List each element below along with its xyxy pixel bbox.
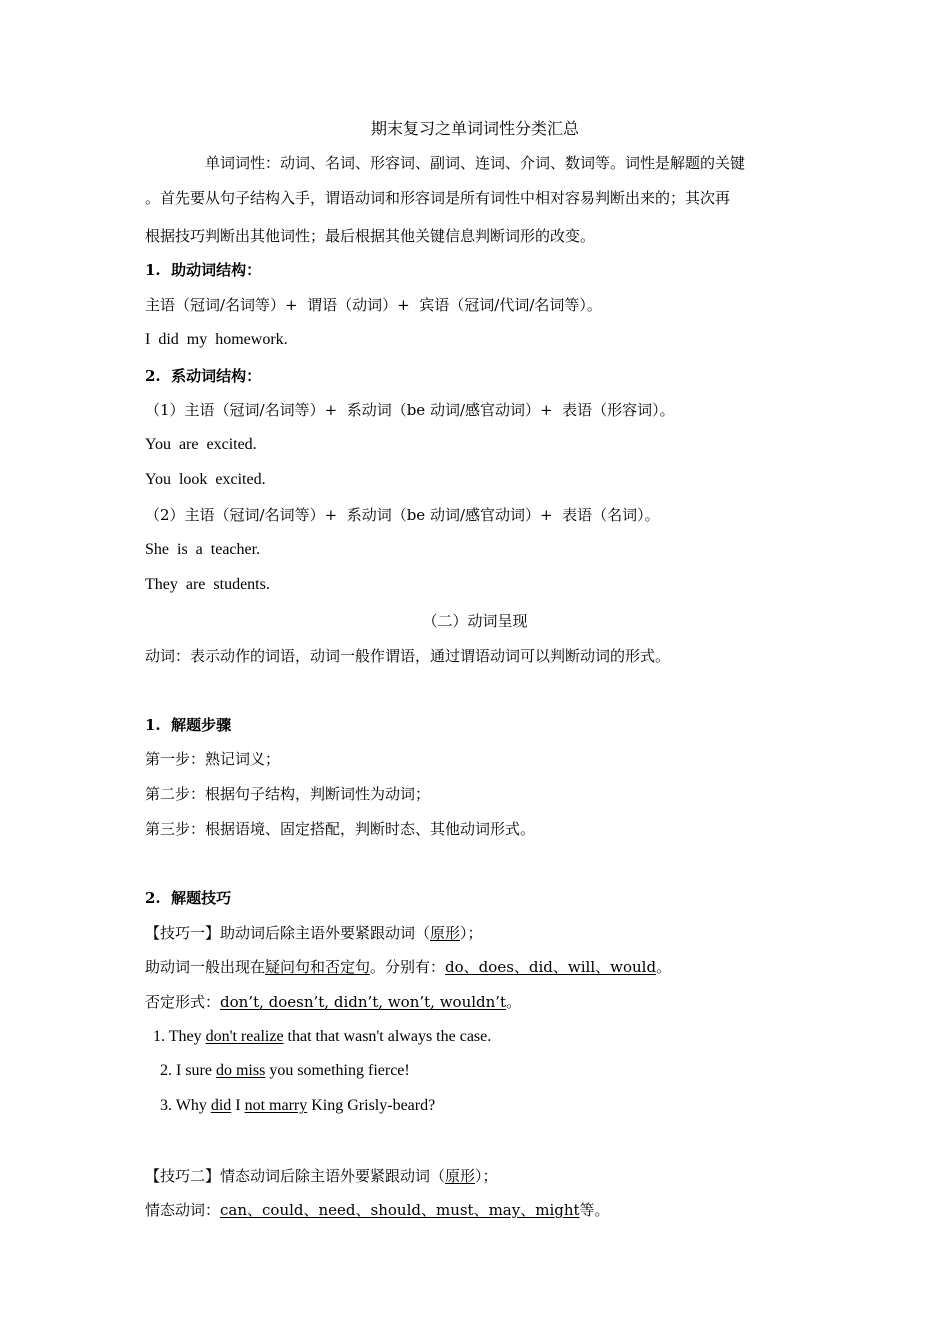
underlined-text: did — [210, 1097, 232, 1114]
document-title — [0, 119, 950, 139]
example-sentence — [145, 470, 266, 490]
text-segment: 主语（冠词/名词等）+ 谓语（动词）+ 宾语（冠词/代词/名词等）。 — [145, 296, 602, 314]
text-segment: 2. I sure — [160, 1062, 216, 1079]
text-segment: that that wasn't always the case. — [283, 1028, 492, 1045]
paragraph-line — [145, 923, 483, 943]
text-segment: 单词词性：动词、名词、形容词、副词、连词、介词、数词等。词性是解题的关键 — [205, 154, 746, 172]
text-segment: 根据技巧判断出其他词性；最后根据其他关键信息判断词形的改变。 — [145, 227, 596, 245]
text-segment: 情态动词： — [145, 1201, 221, 1219]
underlined-text: can、could、need、should、must、may、might — [220, 1201, 580, 1219]
text-segment: 1. 解题步骤 — [145, 716, 232, 734]
text-segment: 期末复习之单词词性分类汇总 — [370, 119, 579, 138]
text-segment: 否定形式： — [145, 993, 221, 1011]
paragraph-line — [145, 819, 535, 839]
text-segment: 1. 助动词结构： — [145, 261, 262, 279]
paragraph-line — [145, 749, 280, 769]
underlined-text: 疑问句和否定句 — [265, 958, 371, 976]
text-segment: 等。 — [579, 1201, 610, 1219]
underlined-text: don't realize — [205, 1028, 284, 1045]
text-segment: ）； — [475, 1167, 498, 1185]
underlined-text: 原形 — [445, 1167, 476, 1185]
text-segment: 第一步：熟记词义； — [145, 750, 281, 768]
example-sentence — [145, 435, 257, 455]
text-segment: King Grisly-beard? — [307, 1097, 436, 1114]
paragraph-line — [145, 295, 602, 315]
paragraph-line — [145, 784, 430, 804]
text-segment: 。首先要从句子结构入手，谓语动词和形容词是所有词性中相对容易判断出来的；其次再 — [145, 189, 731, 207]
text-segment: （二）动词呈现 — [422, 612, 528, 630]
text-segment: 动词：表示动作的词语，动词一般作谓语，通过谓语动词可以判断动词的形式。 — [145, 647, 671, 665]
example-sentence — [145, 1096, 435, 1116]
paragraph-line — [145, 1166, 498, 1186]
text-segment: ）； — [460, 924, 483, 942]
subsection-heading — [0, 611, 950, 631]
text-segment: （2）主语（冠词/名词等）+ 系动词（be 动词/感官动词）+ 表语（名词）。 — [145, 506, 660, 524]
underlined-text: do、does、did、will、would — [445, 958, 657, 976]
text-segment: 3. Why — [160, 1097, 211, 1114]
section-heading — [145, 260, 261, 280]
underlined-text: do miss — [215, 1062, 266, 1079]
example-sentence — [145, 575, 270, 595]
text-segment: She is a teacher. — [145, 541, 261, 558]
underlined-text: don’t, doesn’t, didn’t, won’t, wouldn’t — [220, 993, 507, 1011]
underlined-text: not marry — [244, 1097, 308, 1114]
section-heading — [145, 715, 231, 735]
paragraph-line — [145, 992, 521, 1012]
text-segment: You look excited. — [145, 471, 266, 488]
text-segment: 【技巧一】助动词后除主语外要紧跟动词（ — [145, 924, 431, 942]
paragraph-line — [145, 957, 671, 977]
paragraph-line — [145, 1200, 610, 1220]
text-segment: They are students. — [145, 576, 270, 593]
example-sentence — [145, 1027, 491, 1047]
text-segment: 2. 系动词结构： — [145, 367, 262, 385]
text-segment: 1. They — [153, 1028, 206, 1045]
text-segment: 。分别有： — [370, 958, 446, 976]
text-segment: 第二步：根据句子结构，判断词性为动词； — [145, 785, 431, 803]
paragraph-line — [145, 188, 730, 208]
text-segment: 。 — [656, 958, 672, 976]
text-segment: 助动词一般出现在 — [145, 958, 266, 976]
text-segment: 2. 解题技巧 — [145, 889, 232, 907]
paragraph-line — [145, 400, 675, 420]
text-segment: 第三步：根据语境、固定搭配，判断时态、其他动词形式。 — [145, 820, 536, 838]
paragraph-line — [145, 226, 595, 246]
text-segment: I — [231, 1097, 245, 1114]
paragraph-line — [145, 646, 670, 666]
example-sentence — [145, 1061, 410, 1081]
section-heading — [145, 888, 231, 908]
example-sentence — [145, 330, 288, 350]
text-segment: I did my homework. — [145, 331, 288, 348]
example-sentence — [145, 540, 260, 560]
section-heading — [145, 366, 261, 386]
text-segment: 。 — [506, 993, 522, 1011]
paragraph-line — [145, 153, 745, 173]
text-segment: You are excited. — [145, 436, 257, 453]
text-segment: （1）主语（冠词/名词等）+ 系动词（be 动词/感官动词）+ 表语（形容词）。 — [145, 401, 675, 419]
underlined-text: 原形 — [430, 924, 461, 942]
text-segment: 【技巧二】情态动词后除主语外要紧跟动词（ — [145, 1167, 446, 1185]
paragraph-line — [145, 505, 660, 525]
text-segment: you something fierce! — [265, 1062, 410, 1079]
